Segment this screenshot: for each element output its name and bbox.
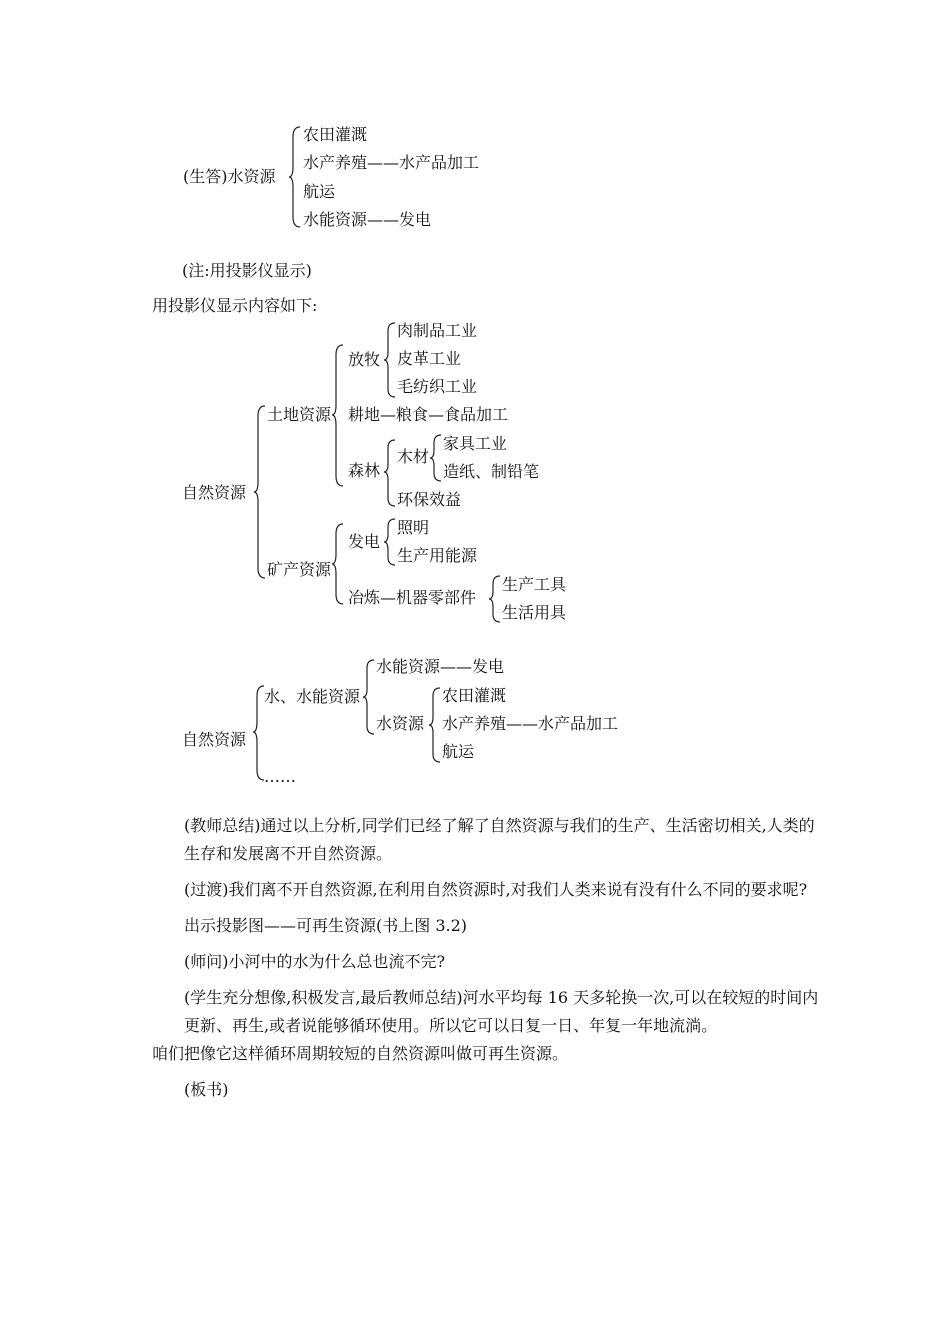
blackboard-note: (板书) <box>184 1080 229 1099</box>
power-item: 照明 <box>397 518 430 537</box>
diagram1-item: 水产养殖——水产品加工 <box>303 153 480 172</box>
projection-figure: 出示投影图——可再生资源(书上图 3.2) <box>184 916 468 935</box>
projector-intro: 用投影仪显示内容如下: <box>152 296 318 315</box>
water-item: 农田灌溉 <box>442 686 507 705</box>
forest-brace <box>383 438 397 508</box>
water-item: 航运 <box>442 742 475 761</box>
land-resources: 土地资源 <box>267 405 332 424</box>
timber: 木材 <box>397 447 430 466</box>
mineral-resources: 矿产资源 <box>267 560 332 579</box>
teacher-question: (师问)小河中的水为什么总也流不完? <box>184 952 446 971</box>
eco-benefit: 环保效益 <box>397 490 462 509</box>
power-generation: 发电 <box>348 532 381 551</box>
transition-question: (过渡)我们离不开自然资源,在利用自然资源时,对我们人类来说有没有什么不同的要求呢? <box>184 880 808 899</box>
water-and-hydro: 水、水能资源 <box>264 687 361 706</box>
student-discussion: (学生充分想像,积极发言,最后教师总结)河水平均每 16 天多轮换一次,可以在较短的时间内更新、再生,或者说能够循环使用。所以它可以日复一日、年复一年地流淌。 <box>184 988 819 1035</box>
timber-brace <box>429 433 443 483</box>
power-brace <box>383 517 397 567</box>
smelting-item: 生活用具 <box>502 603 567 622</box>
timber-item: 造纸、制铅笔 <box>443 462 540 481</box>
diagram3-root: 自然资源 <box>182 730 247 749</box>
smelting-item: 生产工具 <box>502 575 567 594</box>
hydro-power: 水能资源——发电 <box>376 657 505 676</box>
diagram1-item: 航运 <box>303 182 336 201</box>
diagram1-root: (生答)水资源 <box>183 167 276 186</box>
smelting-brace <box>488 574 502 624</box>
farmland-chain: 耕地—粮食—食品加工 <box>348 405 509 424</box>
grazing: 放牧 <box>348 350 381 369</box>
grazing-brace <box>383 321 397 399</box>
water-and-hydro-brace <box>362 658 376 736</box>
teacher-summary: (教师总结)通过以上分析,同学们已经了解了自然资源与我们的生产、生活密切相关,人类的生存和发展离不开自然资源。 <box>184 816 815 863</box>
forest: 森林 <box>348 461 381 480</box>
power-item: 生产用能源 <box>397 546 478 565</box>
water-item: 水产养殖——水产品加工 <box>442 714 619 733</box>
diagram2-root: 自然资源 <box>182 483 247 502</box>
mineral-brace <box>331 522 345 606</box>
diagram1-item: 水能资源——发电 <box>303 210 432 229</box>
grazing-item: 皮革工业 <box>397 349 462 368</box>
diagram1-item: 农田灌溉 <box>303 125 368 144</box>
projector-note: (注:用投影仪显示) <box>182 261 312 280</box>
water-resources: 水资源 <box>376 714 425 733</box>
diagram1-brace <box>288 125 302 229</box>
grazing-item: 肉制品工业 <box>397 321 478 340</box>
land-brace <box>331 343 345 488</box>
water-brace <box>428 686 442 764</box>
timber-item: 家具工业 <box>443 434 508 453</box>
smelting-chain: 冶炼—机器零部件 <box>348 588 477 607</box>
diagram2-root-brace <box>253 404 267 580</box>
ellipsis: …… <box>264 767 296 786</box>
grazing-item: 毛纺织工业 <box>397 377 478 396</box>
definition-renewable: 咱们把像它这样循环周期较短的自然资源叫做可再生资源。 <box>152 1044 569 1063</box>
lesson-text <box>152 812 822 1104</box>
